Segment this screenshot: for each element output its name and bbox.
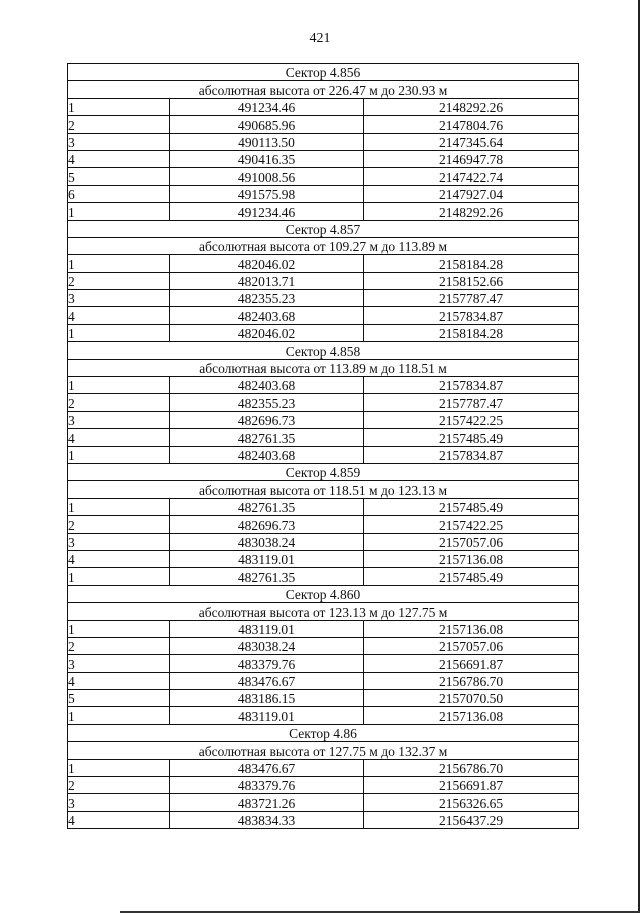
table-row: [68, 429, 579, 446]
coordinate-y: 2158184.28: [364, 255, 579, 272]
point-number: 4: [68, 429, 170, 446]
coordinate-y: 2157787.47: [364, 394, 579, 411]
coordinate-x: 482013.71: [170, 272, 364, 289]
point-number: 1: [68, 568, 170, 585]
point-number: 4: [68, 150, 170, 167]
coordinate-y: 2157485.49: [364, 498, 579, 515]
table-row: [68, 568, 579, 585]
coordinate-y: 2157834.87: [364, 307, 579, 324]
sector-altitude-row: [68, 359, 579, 376]
point-number: 3: [68, 533, 170, 550]
coordinate-y: 2156326.65: [364, 794, 579, 811]
table-row: [68, 446, 579, 463]
table-row: [68, 637, 579, 654]
coordinate-y: 2157485.49: [364, 429, 579, 446]
coordinate-y: 2156786.70: [364, 672, 579, 689]
table-row: [68, 655, 579, 672]
coordinate-x: 483186.15: [170, 690, 364, 707]
point-number: 5: [68, 690, 170, 707]
sector-title: Сектор 4.857: [68, 220, 579, 237]
table-row: [68, 498, 579, 515]
point-number: 2: [68, 516, 170, 533]
table-row: [68, 411, 579, 428]
point-number: 2: [68, 637, 170, 654]
coordinate-y: 2157422.25: [364, 411, 579, 428]
table-row: [68, 272, 579, 289]
sector-altitude: абсолютная высота от 113.89 м до 118.51 м: [68, 359, 579, 376]
coordinate-x: 483119.01: [170, 620, 364, 637]
coordinate-x: 483476.67: [170, 672, 364, 689]
coordinate-x: 482403.68: [170, 377, 364, 394]
point-number: 2: [68, 394, 170, 411]
point-number: 1: [68, 377, 170, 394]
coordinate-y: 2147804.76: [364, 116, 579, 133]
table-row: [68, 324, 579, 341]
coordinate-x: 491234.46: [170, 203, 364, 220]
coordinate-y: 2157834.87: [364, 377, 579, 394]
sector-title-row: [68, 220, 579, 237]
point-number: 3: [68, 655, 170, 672]
coordinate-y: 2157057.06: [364, 637, 579, 654]
sector-altitude-row: [68, 742, 579, 759]
page-number: 421: [309, 31, 331, 46]
coordinate-y: 2157136.08: [364, 707, 579, 724]
coordinate-x: 482696.73: [170, 411, 364, 428]
table-row: [68, 185, 579, 202]
table-row: [68, 98, 579, 115]
coordinate-x: 482403.68: [170, 307, 364, 324]
table-row: [68, 550, 579, 567]
coordinate-x: 491575.98: [170, 185, 364, 202]
coordinate-x: 483379.76: [170, 777, 364, 794]
table-row: [68, 516, 579, 533]
table-row: [68, 168, 579, 185]
sector-title: Сектор 4.860: [68, 585, 579, 602]
coordinate-x: 483379.76: [170, 655, 364, 672]
sector-title: Сектор 4.856: [68, 64, 579, 81]
point-number: 3: [68, 290, 170, 307]
coordinate-y: 2157136.08: [364, 620, 579, 637]
coordinate-y: 2156786.70: [364, 759, 579, 776]
table-row: [68, 794, 579, 811]
coordinate-y: 2158184.28: [364, 324, 579, 341]
table-row: [68, 811, 579, 828]
sector-altitude: абсолютная высота от 118.51 м до 123.13 м: [68, 481, 579, 498]
coordinate-x: 491008.56: [170, 168, 364, 185]
sector-altitude: абсолютная высота от 226.47 м до 230.93 м: [68, 81, 579, 98]
table-row: [68, 533, 579, 550]
coordinate-y: 2157422.25: [364, 516, 579, 533]
table-row: [68, 759, 579, 776]
coordinates-table: [67, 63, 579, 829]
point-number: 1: [68, 324, 170, 341]
sector-title: Сектор 4.86: [68, 724, 579, 741]
point-number: 6: [68, 185, 170, 202]
table-row: [68, 672, 579, 689]
point-number: 1: [68, 255, 170, 272]
coordinate-x: 491234.46: [170, 98, 364, 115]
coordinate-y: 2148292.26: [364, 203, 579, 220]
point-number: 2: [68, 272, 170, 289]
coordinate-x: 482046.02: [170, 255, 364, 272]
coordinate-x: 483038.24: [170, 637, 364, 654]
coordinate-y: 2146947.78: [364, 150, 579, 167]
sector-title-row: [68, 463, 579, 480]
table-row: [68, 377, 579, 394]
point-number: 1: [68, 498, 170, 515]
table-row: [68, 707, 579, 724]
sector-altitude: абсолютная высота от 123.13 м до 127.75 м: [68, 603, 579, 620]
coordinate-x: 482403.68: [170, 446, 364, 463]
coordinate-y: 2158152.66: [364, 272, 579, 289]
coordinate-x: 482761.35: [170, 568, 364, 585]
point-number: 4: [68, 672, 170, 689]
table-row: [68, 255, 579, 272]
coordinate-y: 2157070.50: [364, 690, 579, 707]
point-number: 2: [68, 777, 170, 794]
coordinate-y: 2157136.08: [364, 550, 579, 567]
table-row: [68, 203, 579, 220]
coordinate-y: 2147345.64: [364, 133, 579, 150]
point-number: 1: [68, 203, 170, 220]
coordinate-x: 490685.96: [170, 116, 364, 133]
sector-altitude: абсолютная высота от 109.27 м до 113.89 м: [68, 237, 579, 254]
point-number: 4: [68, 811, 170, 828]
sector-title: Сектор 4.858: [68, 342, 579, 359]
table-row: [68, 290, 579, 307]
coordinate-x: 482046.02: [170, 324, 364, 341]
table-row: [68, 116, 579, 133]
point-number: 1: [68, 446, 170, 463]
coordinate-y: 2157057.06: [364, 533, 579, 550]
coordinate-x: 482761.35: [170, 429, 364, 446]
point-number: 3: [68, 411, 170, 428]
point-number: 1: [68, 620, 170, 637]
point-number: 1: [68, 707, 170, 724]
table-row: [68, 307, 579, 324]
coordinate-x: 482355.23: [170, 394, 364, 411]
coordinate-x: 482355.23: [170, 290, 364, 307]
table-row: [68, 690, 579, 707]
coordinate-y: 2147927.04: [364, 185, 579, 202]
coordinate-y: 2156691.87: [364, 655, 579, 672]
coordinate-y: 2147422.74: [364, 168, 579, 185]
coordinate-y: 2156691.87: [364, 777, 579, 794]
coordinate-y: 2157485.49: [364, 568, 579, 585]
sector-title-row: [68, 64, 579, 81]
point-number: 4: [68, 550, 170, 567]
table-row: [68, 133, 579, 150]
sector-altitude-row: [68, 237, 579, 254]
coordinates-table-body: [68, 64, 579, 829]
coordinate-x: 483119.01: [170, 550, 364, 567]
sector-altitude: абсолютная высота от 127.75 м до 132.37 м: [68, 742, 579, 759]
coordinate-x: 483119.01: [170, 707, 364, 724]
table-row: [68, 620, 579, 637]
coordinate-y: 2157787.47: [364, 290, 579, 307]
coordinate-x: 490416.35: [170, 150, 364, 167]
point-number: 1: [68, 759, 170, 776]
point-number: 4: [68, 307, 170, 324]
sector-title: Сектор 4.859: [68, 463, 579, 480]
coordinate-x: 483721.26: [170, 794, 364, 811]
coordinate-y: 2156437.29: [364, 811, 579, 828]
coordinate-x: 483038.24: [170, 533, 364, 550]
table-row: [68, 394, 579, 411]
point-number: 3: [68, 794, 170, 811]
sector-title-row: [68, 724, 579, 741]
coordinate-y: 2157834.87: [364, 446, 579, 463]
sector-title-row: [68, 342, 579, 359]
table-row: [68, 150, 579, 167]
sector-altitude-row: [68, 81, 579, 98]
table-row: [68, 777, 579, 794]
coordinate-x: 490113.50: [170, 133, 364, 150]
point-number: 5: [68, 168, 170, 185]
sector-altitude-row: [68, 481, 579, 498]
sector-altitude-row: [68, 603, 579, 620]
coordinate-x: 482761.35: [170, 498, 364, 515]
coordinate-x: 483834.33: [170, 811, 364, 828]
coordinate-x: 483476.67: [170, 759, 364, 776]
point-number: 1: [68, 98, 170, 115]
coordinate-x: 482696.73: [170, 516, 364, 533]
point-number: 3: [68, 133, 170, 150]
point-number: 2: [68, 116, 170, 133]
sector-title-row: [68, 585, 579, 602]
coordinate-y: 2148292.26: [364, 98, 579, 115]
